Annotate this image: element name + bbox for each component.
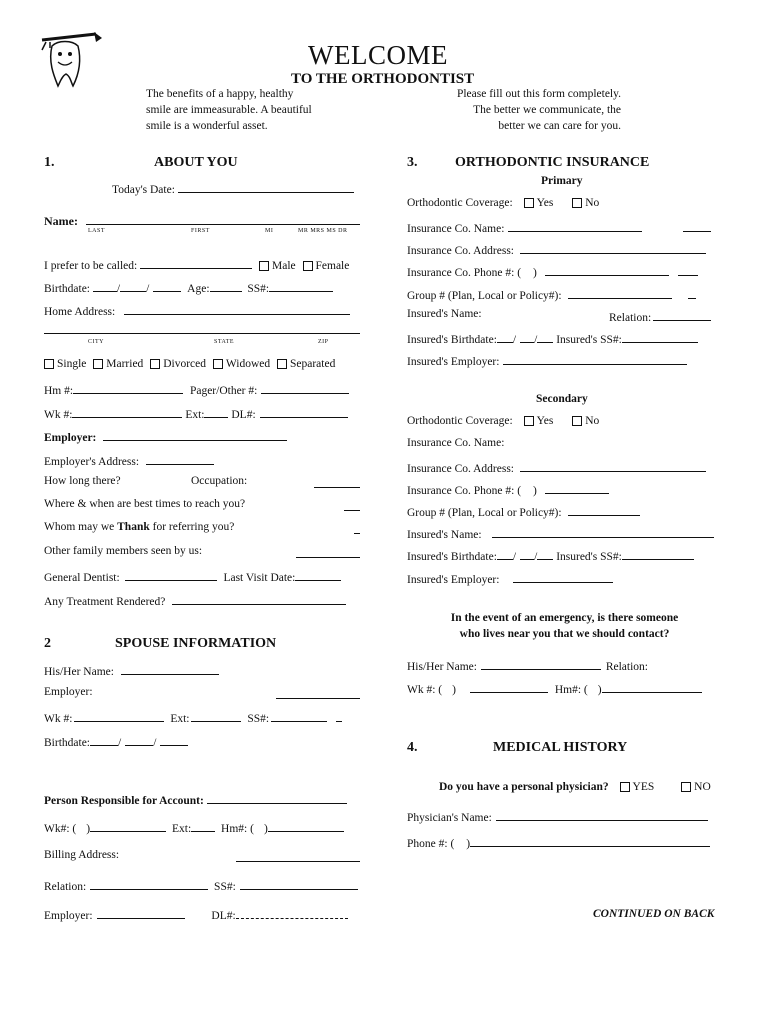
other-family-field[interactable]: [296, 557, 360, 558]
birthdate-month-field[interactable]: [93, 279, 117, 292]
secondary-insured-name-field[interactable]: [492, 525, 714, 538]
responsible-field[interactable]: [207, 791, 347, 804]
emergency-name-label: His/Her Name:: [407, 661, 477, 673]
emergency-relation-label: Relation:: [605, 661, 648, 673]
female-checkbox[interactable]: [303, 261, 313, 271]
responsible-ext-label: Ext:: [171, 823, 192, 835]
primary-insured-employer-field[interactable]: [503, 352, 687, 365]
occupation-field[interactable]: [314, 487, 360, 488]
section-2-title: SPOUSE INFORMATION: [115, 636, 277, 651]
primary-coverage-label: Orthodontic Coverage:: [407, 197, 513, 209]
secondary-phone-field[interactable]: [545, 481, 609, 494]
primary-coverage-no-checkbox[interactable]: [572, 198, 582, 208]
primary-group-extra[interactable]: [688, 286, 696, 299]
primary-heading: Primary: [541, 175, 583, 187]
ss-label: SS#:: [247, 283, 270, 295]
spouse-ext-label: Ext:: [170, 713, 190, 725]
name-part-first: FIRST: [191, 228, 210, 234]
primary-insured-birthdate-day[interactable]: [520, 330, 534, 343]
employer-field[interactable]: [103, 428, 287, 441]
primary-phone-extra[interactable]: [678, 263, 698, 276]
primary-insured-birthdate-label: Insured's Birthdate:: [407, 334, 497, 346]
secondary-coverage-row: [407, 415, 599, 427]
physician-name-row: [407, 808, 708, 824]
female-label: Female: [315, 260, 350, 272]
general-dentist-row: [44, 568, 341, 584]
responsible-wk-label: Wk#: (: [44, 823, 77, 835]
hm-field[interactable]: [73, 381, 183, 394]
intro-left: The benefits of a happy, healthy smile are immeasurable. A beautiful smile is a wonderful asset.: [146, 88, 312, 132]
separated-label: Separated: [289, 358, 336, 370]
emergency-question: In the event of an emergency, is there someone who lives near you that we should contact?: [450, 612, 679, 640]
employer-label: Employer:: [44, 432, 97, 444]
prefer-row: [44, 256, 349, 272]
responsible-phone-row: Wk#: ( ) Ext: Hm#: ( ): [44, 819, 344, 835]
married-checkbox[interactable]: [93, 359, 103, 369]
secondary-insured-employer-field[interactable]: [513, 570, 613, 583]
emergency-hm-field[interactable]: [602, 680, 702, 693]
responsible-relation-label: Relation:: [44, 881, 87, 893]
spouse-wk-field[interactable]: [74, 709, 164, 722]
spouse-wk-label: Wk #:: [44, 713, 73, 725]
primary-co-address-label: Insurance Co. Address:: [407, 245, 514, 257]
secondary-insured-ss-field[interactable]: [622, 547, 694, 560]
emergency-hm-label: Hm#: (: [554, 684, 588, 696]
employer-row: [44, 428, 287, 444]
responsible-hm-label: Hm#: (: [221, 823, 254, 835]
responsible-ext-field[interactable]: [191, 819, 215, 832]
primary-yes-label: Yes: [536, 197, 554, 209]
name-label: Name:: [44, 214, 78, 228]
occupation-label: Occupation:: [191, 475, 248, 487]
secondary-co-name-label: Insurance Co. Name:: [407, 437, 505, 449]
secondary-insured-birthdate-row: Insured's Birthdate: / / Insured's SS#:: [407, 547, 694, 563]
secondary-insured-employer-row: [407, 570, 613, 586]
secondary-group-label: Group # (Plan, Local or Policy#):: [407, 507, 562, 519]
secondary-no-label: No: [585, 415, 600, 427]
hm-pager-row: [44, 381, 349, 397]
spouse-wk-row: [44, 709, 342, 725]
responsible-dl-label: DL#:: [211, 910, 236, 922]
spouse-employer-field[interactable]: [276, 698, 360, 699]
physician-phone-field[interactable]: [470, 834, 710, 847]
hm-label: Hm #:: [44, 385, 74, 397]
secondary-coverage-no-checkbox[interactable]: [572, 416, 582, 426]
best-times-field[interactable]: [344, 510, 360, 511]
emergency-phone-row: Wk #: ( ) Hm#: ( ): [407, 680, 702, 696]
spouse-birthdate-year[interactable]: [160, 733, 188, 746]
addr-part-city: CITY: [88, 339, 104, 345]
name-part-title: MR MRS MS DR: [298, 228, 348, 234]
primary-co-name-row: [407, 219, 711, 235]
spouse-ss-field[interactable]: [271, 709, 327, 722]
spouse-birthdate-row: Birthdate: / /: [44, 733, 188, 749]
responsible-relation-row: [44, 877, 358, 893]
name-part-last: LAST: [88, 228, 105, 234]
secondary-co-address-field[interactable]: [520, 459, 706, 472]
emergency-wk-label: Wk #: (: [407, 684, 443, 696]
physician-name-field[interactable]: [496, 808, 708, 821]
spouse-extra-field[interactable]: [336, 709, 342, 722]
primary-phone-row: Insurance Co. Phone #: ( ): [407, 263, 698, 279]
age-label: Age:: [187, 283, 210, 295]
ext-field[interactable]: [204, 405, 228, 418]
home-address-row: [44, 302, 350, 318]
billing-label: Billing Address:: [44, 849, 120, 861]
primary-group-row: [407, 286, 696, 302]
primary-group-label: Group # (Plan, Local or Policy#):: [407, 290, 562, 302]
primary-coverage-yes-checkbox[interactable]: [524, 198, 534, 208]
secondary-insured-birthdate-month[interactable]: [497, 547, 513, 560]
pager-label: Pager/Other #:: [189, 385, 258, 397]
responsible-dl-field[interactable]: [236, 906, 348, 919]
responsible-employer-row: [44, 906, 348, 922]
todays-date-field[interactable]: [178, 180, 354, 193]
primary-phone-label: Insurance Co. Phone #: (: [407, 267, 522, 279]
ss-field[interactable]: [269, 279, 333, 292]
name-part-mi: MI: [265, 228, 274, 234]
city-state-zip-field[interactable]: [44, 333, 360, 334]
referral-field[interactable]: [354, 533, 360, 534]
male-label: Male: [271, 260, 296, 272]
prefer-field[interactable]: [140, 256, 252, 269]
primary-co-name-label: Insurance Co. Name:: [407, 223, 505, 235]
treatment-field[interactable]: [172, 592, 346, 605]
spouse-ss-label: SS#:: [247, 713, 270, 725]
widowed-checkbox[interactable]: [213, 359, 223, 369]
tooth-mascot-logo: [38, 32, 104, 90]
male-checkbox[interactable]: [259, 261, 269, 271]
page-subtitle: TO THE ORTHODONTIST: [291, 71, 475, 87]
emergency-name-row: [407, 657, 648, 673]
secondary-phone-row: Insurance Co. Phone #: ( ): [407, 481, 609, 497]
single-checkbox[interactable]: [44, 359, 54, 369]
secondary-insured-ss-label: Insured's SS#:: [556, 551, 622, 563]
birthdate-row: Birthdate: / / Age: SS#:: [44, 279, 333, 295]
primary-phone-field[interactable]: [545, 263, 669, 276]
divorced-checkbox[interactable]: [150, 359, 160, 369]
spouse-name-field[interactable]: [121, 662, 219, 675]
physician-no-label: NO: [694, 781, 711, 793]
section-3-title: ORTHODONTIC INSURANCE: [455, 155, 650, 170]
primary-co-address-field[interactable]: [520, 241, 706, 254]
spouse-name-row: [44, 662, 219, 678]
spouse-birthdate-day[interactable]: [125, 733, 153, 746]
todays-date-label: Today's Date:: [112, 184, 175, 196]
physician-phone-label: Phone #: (: [407, 838, 455, 850]
primary-insured-birthdate-row: Insured's Birthdate: / / Insured's SS#:: [407, 330, 698, 346]
best-times-label: Where & when are best times to reach you?: [44, 498, 246, 510]
home-address-label: Home Address:: [44, 306, 116, 318]
primary-insured-ss-field[interactable]: [622, 330, 698, 343]
responsible-employer-label: Employer:: [44, 910, 93, 922]
secondary-insured-name-row: [407, 525, 714, 541]
physician-phone-row: Phone #: ( ): [407, 834, 710, 850]
responsible-ss-field[interactable]: [240, 877, 358, 890]
section-3-number: 3.: [407, 155, 418, 170]
todays-date-row: [112, 180, 354, 196]
responsible-relation-field[interactable]: [90, 877, 208, 890]
primary-insured-employer-label: Insured's Employer:: [407, 356, 500, 368]
secondary-insured-birthdate-day[interactable]: [520, 547, 534, 560]
primary-co-name-field[interactable]: [508, 219, 642, 232]
last-visit-label: Last Visit Date:: [223, 572, 296, 584]
employer-address-label: Employer's Address:: [44, 456, 140, 468]
employer-address-row: [44, 452, 214, 468]
emergency-wk-field[interactable]: [470, 680, 548, 693]
name-field[interactable]: [86, 224, 360, 225]
pager-field[interactable]: [261, 381, 349, 394]
birthdate-day-field[interactable]: [120, 279, 146, 292]
secondary-group-row: [407, 503, 640, 519]
secondary-phone-label: Insurance Co. Phone #: (: [407, 485, 522, 497]
spouse-birthdate-label: Birthdate:: [44, 737, 90, 749]
primary-coverage-row: [407, 197, 599, 209]
section-2-number: 2: [44, 636, 51, 651]
secondary-insured-birthdate-year[interactable]: [537, 547, 553, 560]
page-title: WELCOME: [308, 40, 448, 70]
primary-insured-birthdate-month[interactable]: [497, 330, 513, 343]
wk-field[interactable]: [72, 405, 182, 418]
secondary-group-field[interactable]: [568, 503, 640, 516]
marital-status-row: [44, 358, 335, 370]
birthdate-label: Birthdate:: [44, 283, 90, 295]
section-1-title: ABOUT YOU: [154, 155, 238, 170]
physician-yes-checkbox[interactable]: [620, 782, 630, 792]
primary-group-field[interactable]: [568, 286, 672, 299]
spouse-employer-label: Employer:: [44, 686, 93, 698]
married-label: Married: [106, 358, 144, 370]
dl-label: DL#:: [231, 409, 256, 421]
addr-part-zip: ZIP: [318, 339, 329, 345]
birthdate-year-field[interactable]: [153, 279, 181, 292]
intro-right: Please fill out this form completely. The better we communicate, the better we can care for you.: [456, 88, 621, 132]
separated-checkbox[interactable]: [277, 359, 287, 369]
home-address-field[interactable]: [124, 302, 350, 315]
secondary-coverage-label: Orthodontic Coverage:: [407, 415, 513, 427]
section-4-number: 4.: [407, 740, 418, 755]
primary-relation-row: [609, 308, 711, 324]
responsible-ss-label: SS#:: [214, 881, 236, 893]
section-4-title: MEDICAL HISTORY: [493, 740, 628, 755]
physician-question-row: [439, 781, 711, 793]
single-label: Single: [57, 358, 87, 370]
wk-ext-dl-row: [44, 405, 348, 421]
primary-insured-name-label: Insured's Name:: [407, 308, 482, 320]
primary-relation-label: Relation:: [609, 312, 652, 324]
how-long-label: How long there?: [44, 475, 121, 487]
spouse-birthdate-month[interactable]: [90, 733, 118, 746]
secondary-co-address-row: [407, 459, 706, 475]
treatment-row: [44, 592, 346, 608]
responsible-wk-field[interactable]: [90, 819, 166, 832]
primary-insured-employer-row: [407, 352, 687, 368]
continued-on-back: CONTINUED ON BACK: [593, 908, 715, 920]
secondary-heading: Secondary: [536, 393, 588, 405]
addr-part-state: STATE: [214, 339, 235, 345]
dl-field[interactable]: [260, 405, 348, 418]
responsible-employer-field[interactable]: [97, 906, 185, 919]
secondary-insured-employer-label: Insured's Employer:: [407, 574, 500, 586]
primary-co-name-extra[interactable]: [683, 219, 711, 232]
other-family-label: Other family members seen by us:: [44, 545, 203, 557]
secondary-yes-label: Yes: [536, 415, 554, 427]
section-1-number: 1.: [44, 155, 55, 170]
physician-name-label: Physician's Name:: [407, 812, 492, 824]
divorced-label: Divorced: [163, 358, 206, 370]
primary-insured-birthdate-year[interactable]: [537, 330, 553, 343]
general-dentist-field[interactable]: [125, 568, 217, 581]
billing-field[interactable]: [236, 861, 360, 862]
spouse-ext-field[interactable]: [191, 709, 241, 722]
secondary-coverage-yes-checkbox[interactable]: [524, 416, 534, 426]
last-visit-field[interactable]: [295, 568, 341, 581]
secondary-insured-birthdate-label: Insured's Birthdate:: [407, 551, 497, 563]
prefer-label: I prefer to be called:: [44, 260, 138, 272]
general-dentist-label: General Dentist:: [44, 572, 120, 584]
primary-no-label: No: [585, 197, 600, 209]
responsible-hm-field[interactable]: [268, 819, 344, 832]
primary-co-address-row: [407, 241, 706, 257]
emergency-name-field[interactable]: [481, 657, 601, 670]
age-field[interactable]: [210, 279, 242, 292]
employer-address-field[interactable]: [146, 452, 214, 465]
physician-question-label: Do you have a personal physician?: [439, 781, 609, 793]
secondary-co-address-label: Insurance Co. Address:: [407, 463, 514, 475]
widowed-label: Widowed: [225, 358, 271, 370]
responsible-label: Person Responsible for Account:: [44, 795, 204, 807]
treatment-label: Any Treatment Rendered?: [44, 596, 166, 608]
spouse-name-label: His/Her Name:: [44, 666, 114, 678]
wk-label: Wk #:: [44, 409, 73, 421]
primary-insured-ss-label: Insured's SS#:: [556, 334, 622, 346]
referral-label: Whom may we Thank for referring you?: [44, 521, 235, 533]
responsible-row: [44, 791, 347, 807]
secondary-insured-name-label: Insured's Name:: [407, 529, 482, 541]
primary-relation-field[interactable]: [653, 308, 711, 321]
ext-label: Ext:: [185, 409, 205, 421]
physician-no-checkbox[interactable]: [681, 782, 691, 792]
physician-yes-label: YES: [632, 781, 655, 793]
